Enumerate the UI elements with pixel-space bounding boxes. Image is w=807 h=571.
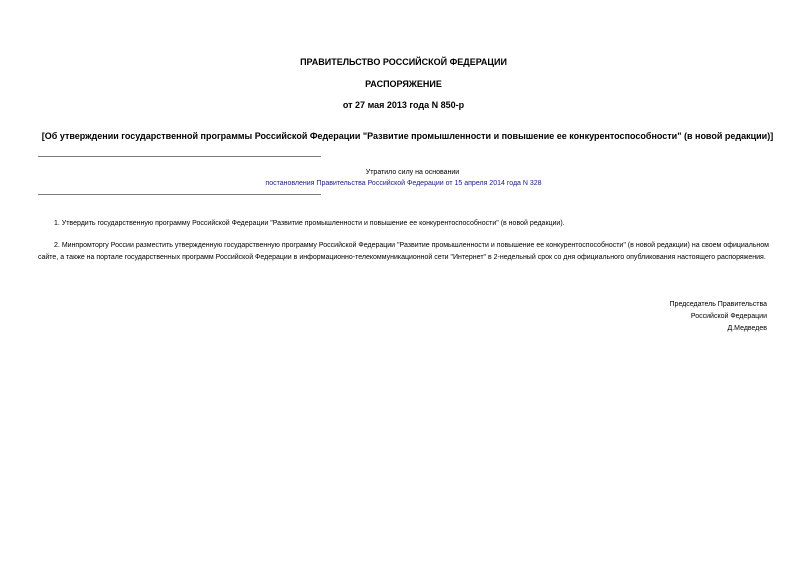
paragraph-2: 2. Минпромторгу России разместить утвержденную государственную программу Российской Федерации "Развитие промышленности и повышение ее конкурентоспособности" (в новой редакции) на своем официальном сайте, а также на портале государственных программ Российской Федерации в информационно-телекоммуникационной сети "Интернет" в 2-недельный срок со дня официального опубликования настоящего распоряжения. [38, 242, 769, 261]
signature-position: Председатель Правительства [669, 301, 767, 308]
document-date-number: от 27 мая 2013 года N 850-р [342, 100, 465, 110]
document-title: [Об утверждении государственной программы Российской Федерации "Развитие промышленности и повышение ее конкурентоспособности" (в новой редакции)] [41, 131, 774, 141]
document-type-heading: РАСПОРЯЖЕНИЕ [365, 79, 442, 89]
signature-organization: Российской Федерации [690, 313, 767, 320]
signature-block [670, 299, 767, 335]
government-heading: ПРАВИТЕЛЬСТВО РОССИЙСКОЙ ФЕДЕРАЦИИ [300, 57, 507, 67]
divider-top [38, 156, 321, 157]
lapsed-notice: Утратило силу на основании [365, 169, 460, 176]
divider-bottom [38, 194, 321, 195]
lapsed-reference-link[interactable]: постановления Правительства Российской Федерации от 15 апреля 2014 года N 328 [265, 180, 542, 187]
paragraph-1: 1. Утвердить государственную программу Российской Федерации "Развитие промышленности и повышение ее конкурентоспособности" (в новой редакции). [54, 220, 565, 227]
signature-name: Д.Медведев [727, 325, 767, 332]
